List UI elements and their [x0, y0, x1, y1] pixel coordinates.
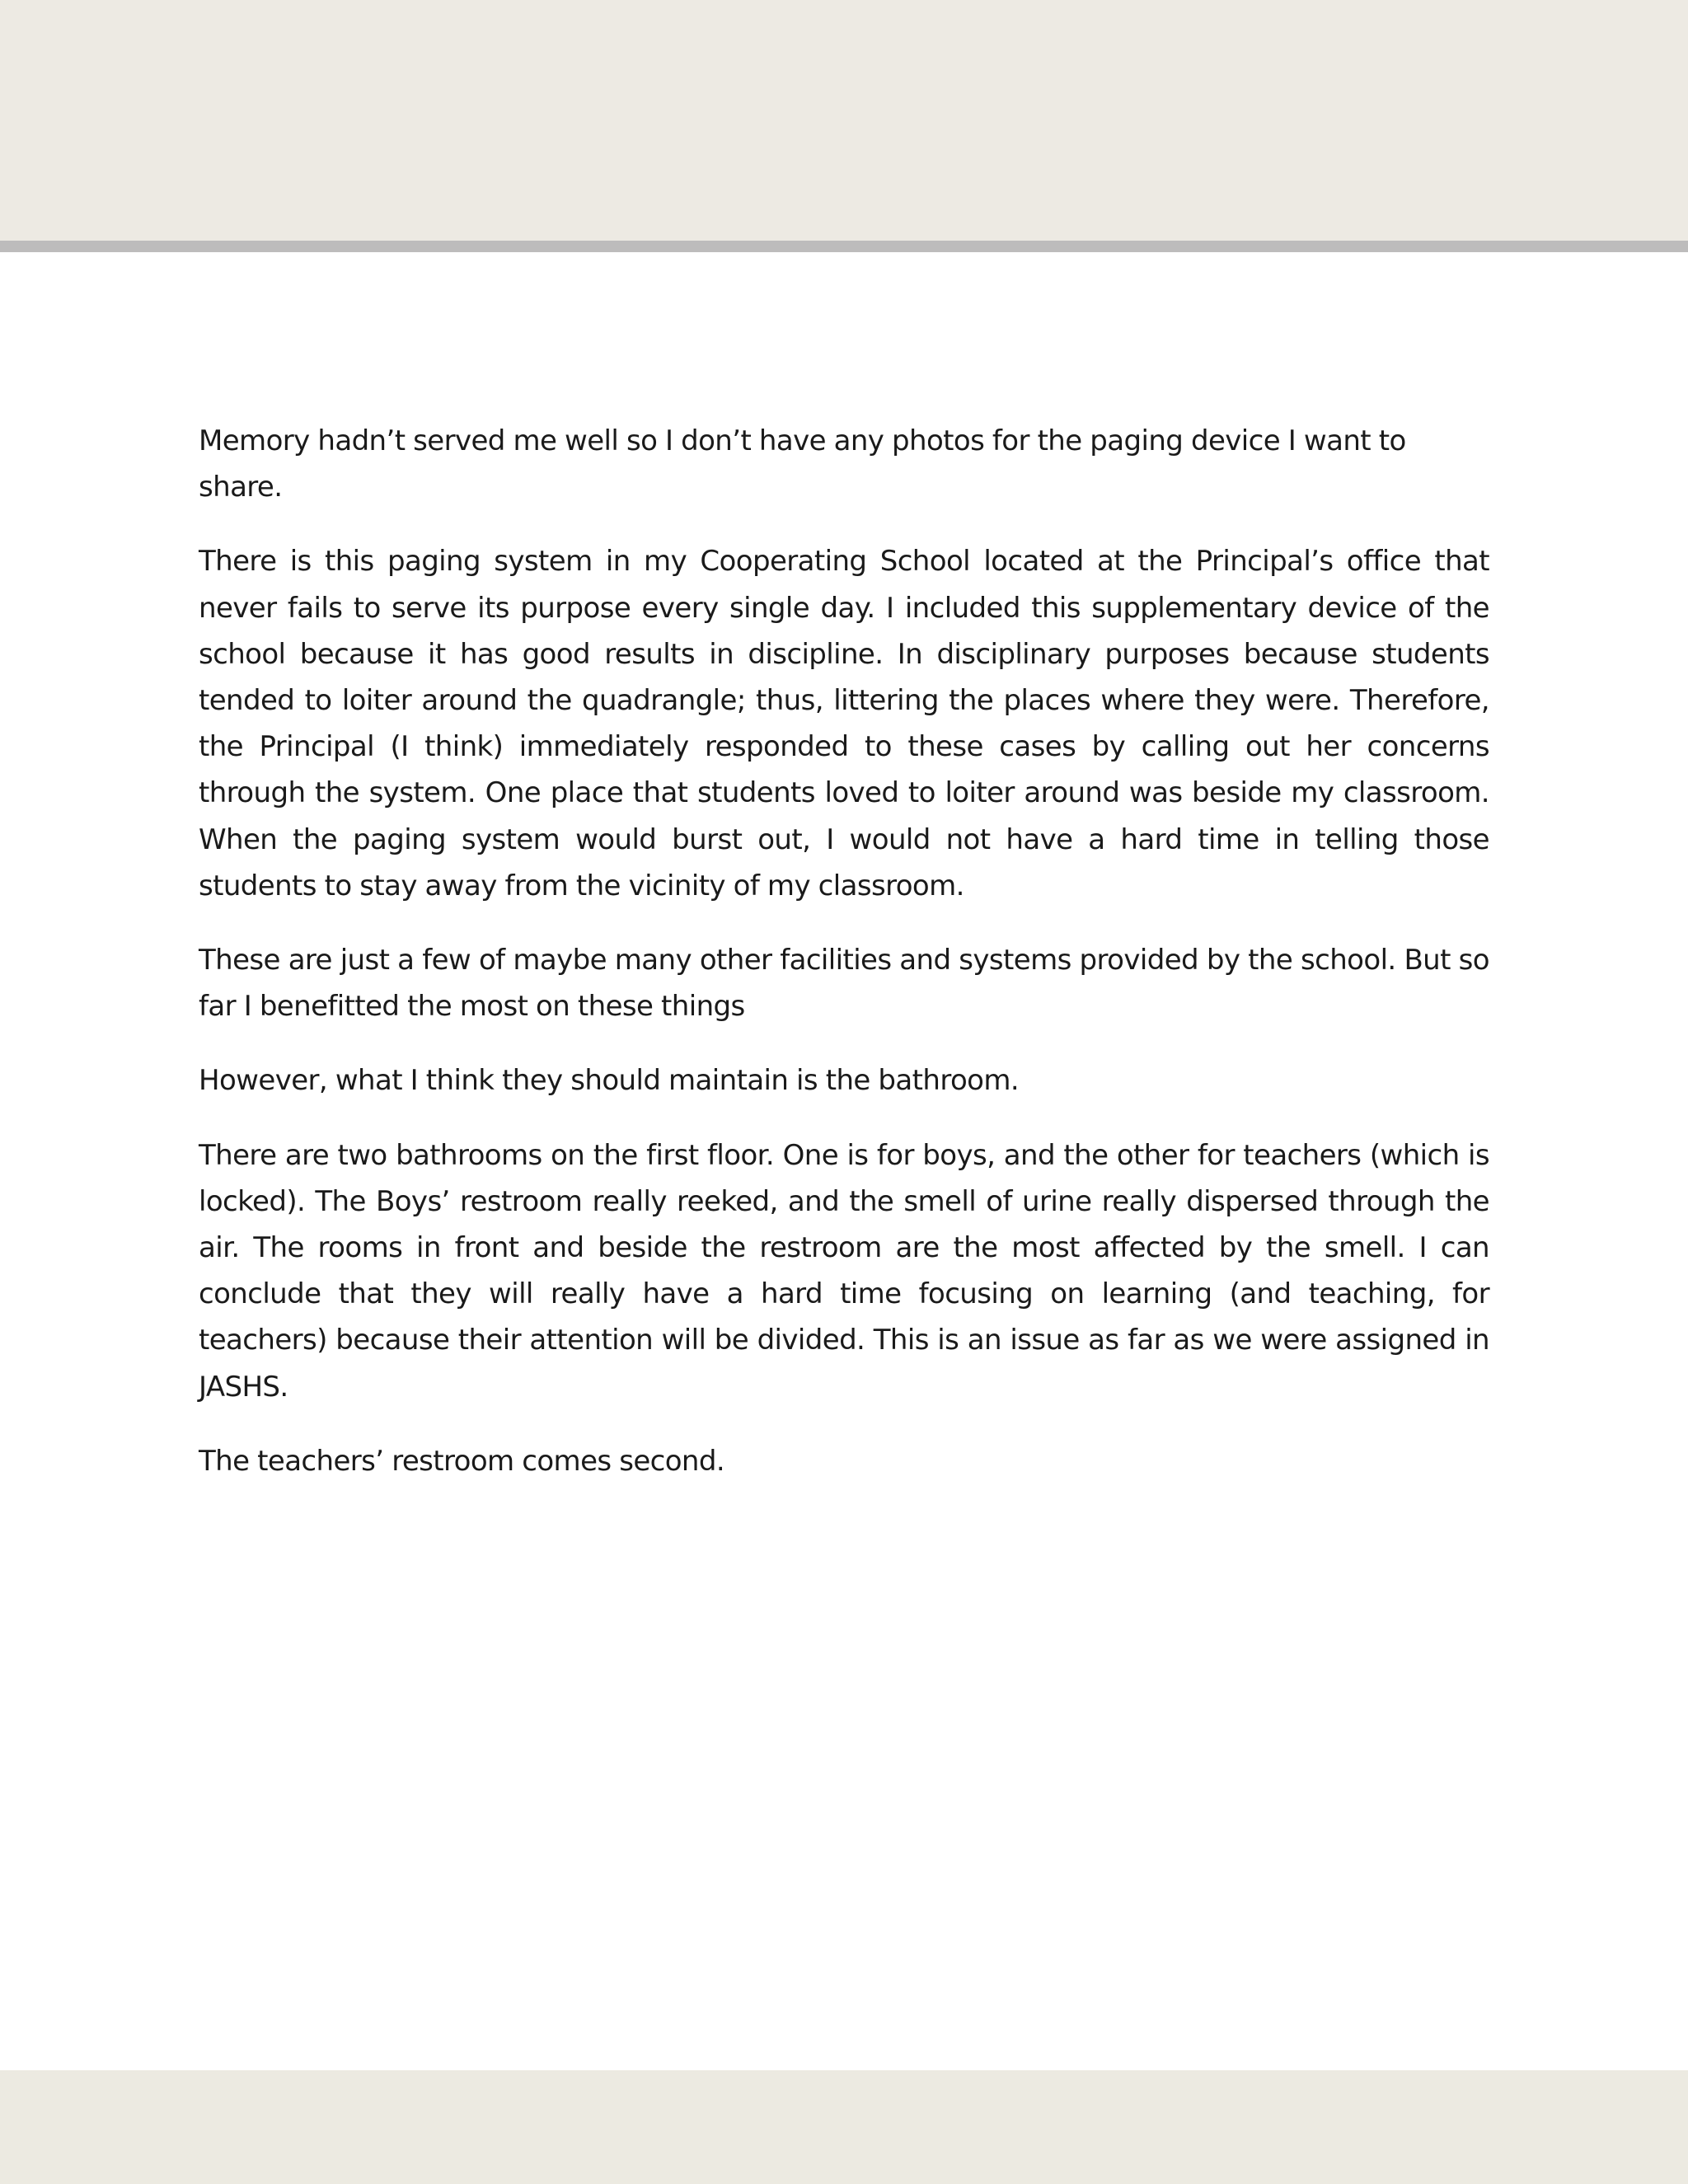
page-footer-band	[0, 2070, 1688, 2184]
paragraph-bathrooms: There are two bathrooms on the first floor. One is for boys, and the other for teachers (which is locked). The Boys’ restroom really reeked, and the smell of urine really dispersed through the air. The rooms in front and beside the restroom are the most affected by the smell. I can conclude that they will really have a hard time focusing on learning (and teaching, for teachers) because their attention will be divided. This is an issue as far as we were assigned in JASHS.	[199, 1138, 1489, 1404]
paragraph-teachers-restroom: The teachers’ restroom comes second.	[199, 1444, 725, 1478]
document-body	[199, 418, 1489, 1512]
paragraph-paging-system: There is this paging system in my Cooperating School located at the Principal’s office that never fails to serve its purpose every single day. I included this supplementary device of the school because it has good results in discipline. In disciplinary purposes because students tended to loiter around the quadrangle; thus, littering the places where they were. Therefore, the Principal (I think) immediately responded to these cases by calling out her concerns through the system. One place that students loved to loiter around was beside my classroom. When the paging system would burst out, I would not have a hard time in telling those students to stay away from the vicinity of my classroom.	[199, 545, 1489, 902]
paragraph-paging-intro: Memory hadn’t served me well so I don’t have any photos for the paging device I want to share.	[199, 424, 1406, 504]
header-divider	[0, 241, 1688, 252]
paragraph-facilities-summary: These are just a few of maybe many other facilities and systems provided by the school. But so far I benefitted the most on these things	[199, 944, 1489, 1024]
paragraph-bathroom-intro: However, what I think they should maintain is the bathroom.	[199, 1064, 1020, 1098]
page-header-band	[0, 0, 1688, 241]
